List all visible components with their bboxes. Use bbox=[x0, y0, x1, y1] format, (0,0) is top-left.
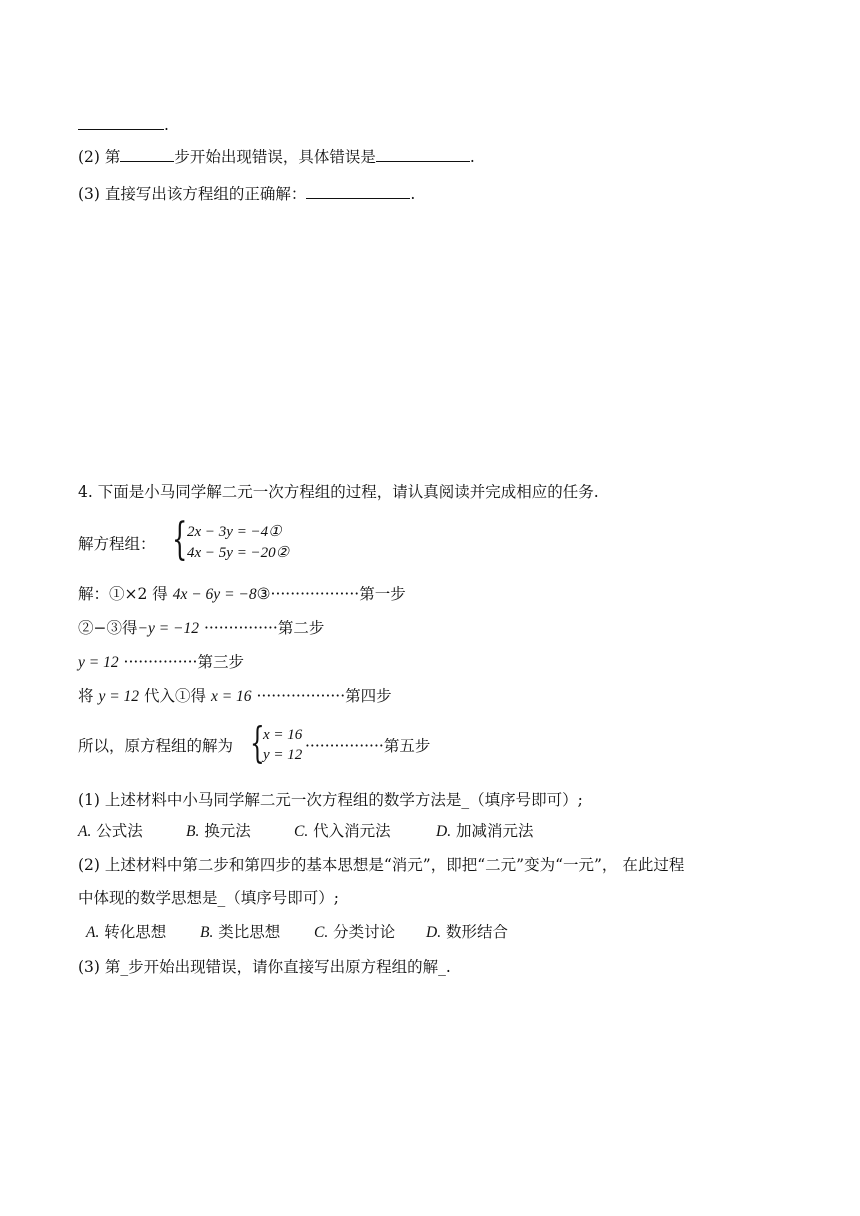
task-2-options bbox=[86, 922, 508, 943]
answer-blank[interactable] bbox=[78, 114, 164, 130]
answer-blank[interactable] bbox=[120, 146, 174, 162]
task-2-line1: (2) 上述材料中第二步和第四步的基本思想是“消元”，即把“二元”变为“一元”， 在此过程 bbox=[78, 856, 685, 874]
solution-values: x = 16 y = 12 bbox=[263, 727, 303, 763]
option-a[interactable]: A. 转化思想 bbox=[86, 923, 167, 941]
step-2: ②−③得−y = −12 ···············第二步 bbox=[78, 619, 325, 637]
equation-1: 2x − 3y = −4① bbox=[187, 524, 282, 540]
option-b[interactable]: B. 换元法 bbox=[186, 822, 251, 840]
task-1-options bbox=[78, 821, 534, 842]
option-a[interactable]: A. 公式法 bbox=[78, 822, 143, 840]
q3-part2: (2) 第 步开始出现错误，具体错误是 . bbox=[78, 148, 475, 166]
system-brace: { bbox=[172, 514, 188, 565]
system-equations bbox=[187, 522, 289, 564]
step-3: y = 12 ···············第三步 bbox=[78, 653, 244, 671]
answer-blank[interactable] bbox=[306, 183, 410, 199]
task-1: (1) 上述材料中小马同学解二元一次方程组的数学方法是_（填序号即可）; bbox=[78, 791, 583, 809]
task-3: (3) 第_步开始出现错误，请你直接写出原方程组的解_. bbox=[78, 958, 451, 976]
option-b[interactable]: B. 类比思想 bbox=[200, 923, 281, 941]
system-label: 解方程组： bbox=[78, 535, 156, 553]
step-5-suffix: ················第五步 bbox=[305, 737, 431, 755]
step-1: 解：①×2 得 4x − 6y = −8③··················第一步 bbox=[78, 585, 406, 603]
step-5-label: 所以，原方程组的解为 bbox=[78, 737, 234, 755]
solution-brace: { bbox=[250, 718, 265, 767]
option-c[interactable]: C. 分类讨论 bbox=[314, 923, 396, 941]
equation-2: 4x − 5y = −20② bbox=[187, 545, 290, 561]
option-d[interactable]: D. 加减消元法 bbox=[436, 822, 534, 840]
q3-part3: (3) 直接写出该方程组的正确解： . bbox=[78, 185, 416, 203]
q4-intro: 4. 下面是小马同学解二元一次方程组的过程，请认真阅读并完成相应的任务. bbox=[78, 483, 599, 501]
option-d[interactable]: D. 数形结合 bbox=[426, 923, 509, 941]
q3-blank-line: . bbox=[78, 114, 169, 135]
answer-blank[interactable] bbox=[376, 146, 470, 162]
step-4: 将 y = 12 代入①得 x = 16 ··················第四步 bbox=[78, 687, 392, 705]
option-c[interactable]: C. 代入消元法 bbox=[294, 822, 391, 840]
task-2-line2: 中体现的数学思想是_（填序号即可）; bbox=[78, 889, 339, 907]
